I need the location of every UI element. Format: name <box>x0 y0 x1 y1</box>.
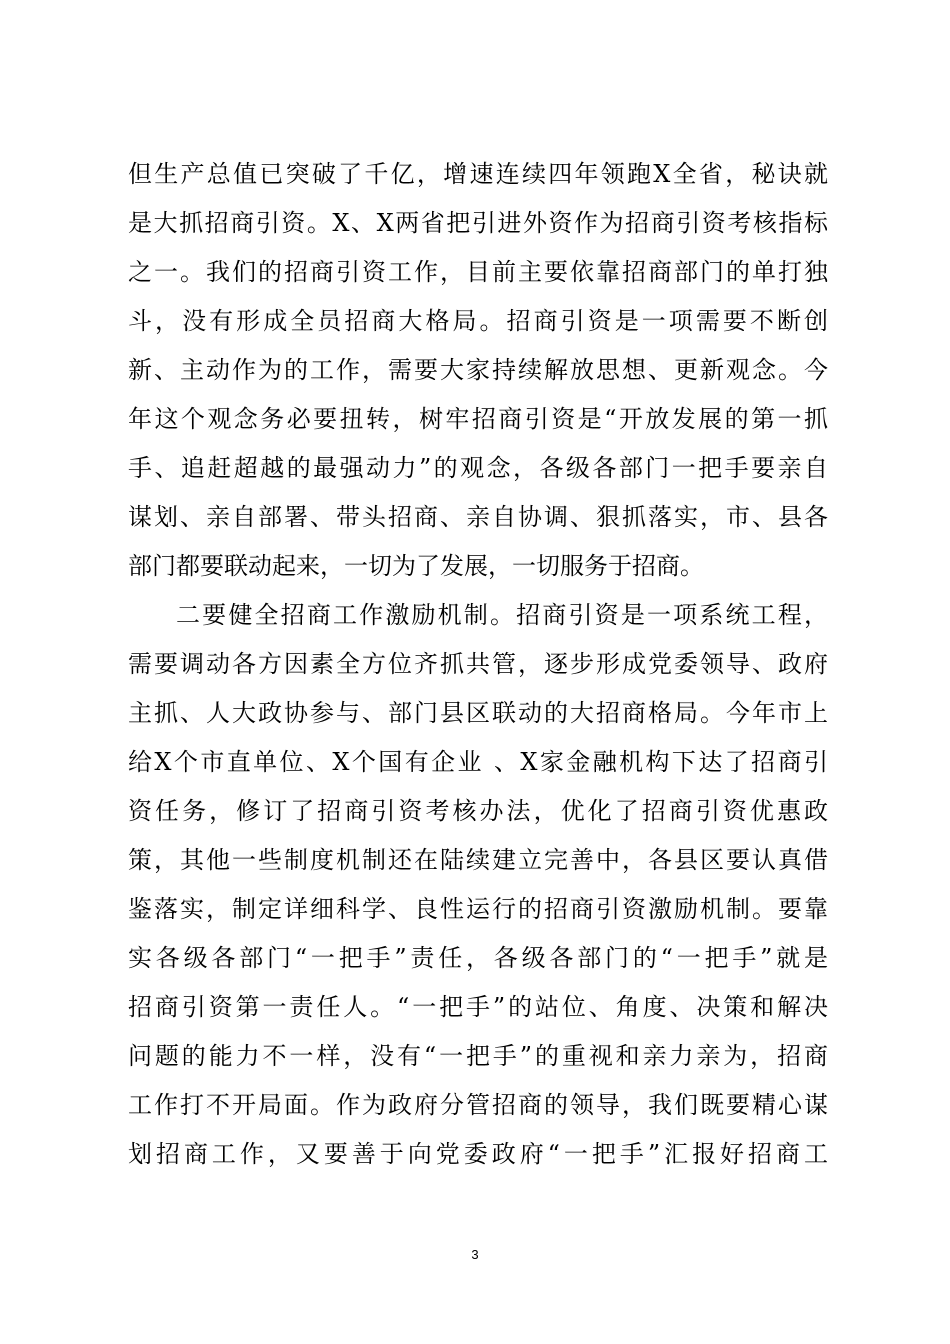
text-line: 部门都要联动起来，一切为了发展，一切服务于招商。 <box>128 552 704 580</box>
text-line: 给X个市直单位、X个国有企业 、X家金融机构下达了招商引 <box>128 748 828 776</box>
text-line: 但生产总值已突破了千亿，增速连续四年领跑X全省，秘诀就 <box>128 160 828 188</box>
text-line: 斗，没有形成全员招商大格局。招商引资是一项需要不断创 <box>128 307 828 335</box>
text-line: 资任务，修订了招商引资考核办法，优化了招商引资优惠政 <box>128 797 828 825</box>
text-line: 需要调动各方因素全方位齐抓共管，逐步形成党委领导、政府 <box>128 650 828 678</box>
page-number: 3 <box>471 1247 479 1262</box>
text-line: 工作打不开局面。作为政府分管招商的领导，我们既要精心谋 <box>128 1091 828 1119</box>
text-line: 策，其他一些制度机制还在陆续建立完善中，各县区要认真借 <box>128 846 828 874</box>
text-line: 划招商工作，又要善于向党委政府“一把手”汇报好招商工 <box>128 1140 828 1168</box>
text-line: 年这个观念务必要扭转，树牢招商引资是“开放发展的第一抓 <box>128 405 828 433</box>
text-line: 新、主动作为的工作，需要大家持续解放思想、更新观念。今 <box>128 356 828 384</box>
text-line: 主抓、人大政协参与、部门县区联动的大招商格局。今年市上 <box>128 699 828 727</box>
text-line: 谋划、亲自部署、带头招商、亲自协调、狠抓落实，市、县各 <box>128 503 828 531</box>
text-line: 实各级各部门“一把手”责任，各级各部门的“一把手”就是 <box>128 944 828 972</box>
text-line: 之一。我们的招商引资工作，目前主要依靠招商部门的单打独 <box>128 258 828 286</box>
body-text <box>128 150 828 1179</box>
text-line: 是大抓招商引资。X、X两省把引进外资作为招商引资考核指标 <box>128 209 828 237</box>
paragraph <box>128 150 828 591</box>
text-line: 手、追赶超越的最强动力”的观念，各级各部门一把手要亲自 <box>128 454 828 482</box>
text-line: 二要健全招商工作激励机制。招商引资是一项系统工程， <box>176 601 828 629</box>
text-line: 鉴落实，制定详细科学、良性运行的招商引资激励机制。要靠 <box>128 895 828 923</box>
text-line: 招商引资第一责任人。“一把手”的站位、角度、决策和解决 <box>128 993 828 1021</box>
paragraph <box>128 591 828 1179</box>
text-line: 问题的能力不一样，没有“一把手”的重视和亲力亲为，招商 <box>128 1042 828 1070</box>
